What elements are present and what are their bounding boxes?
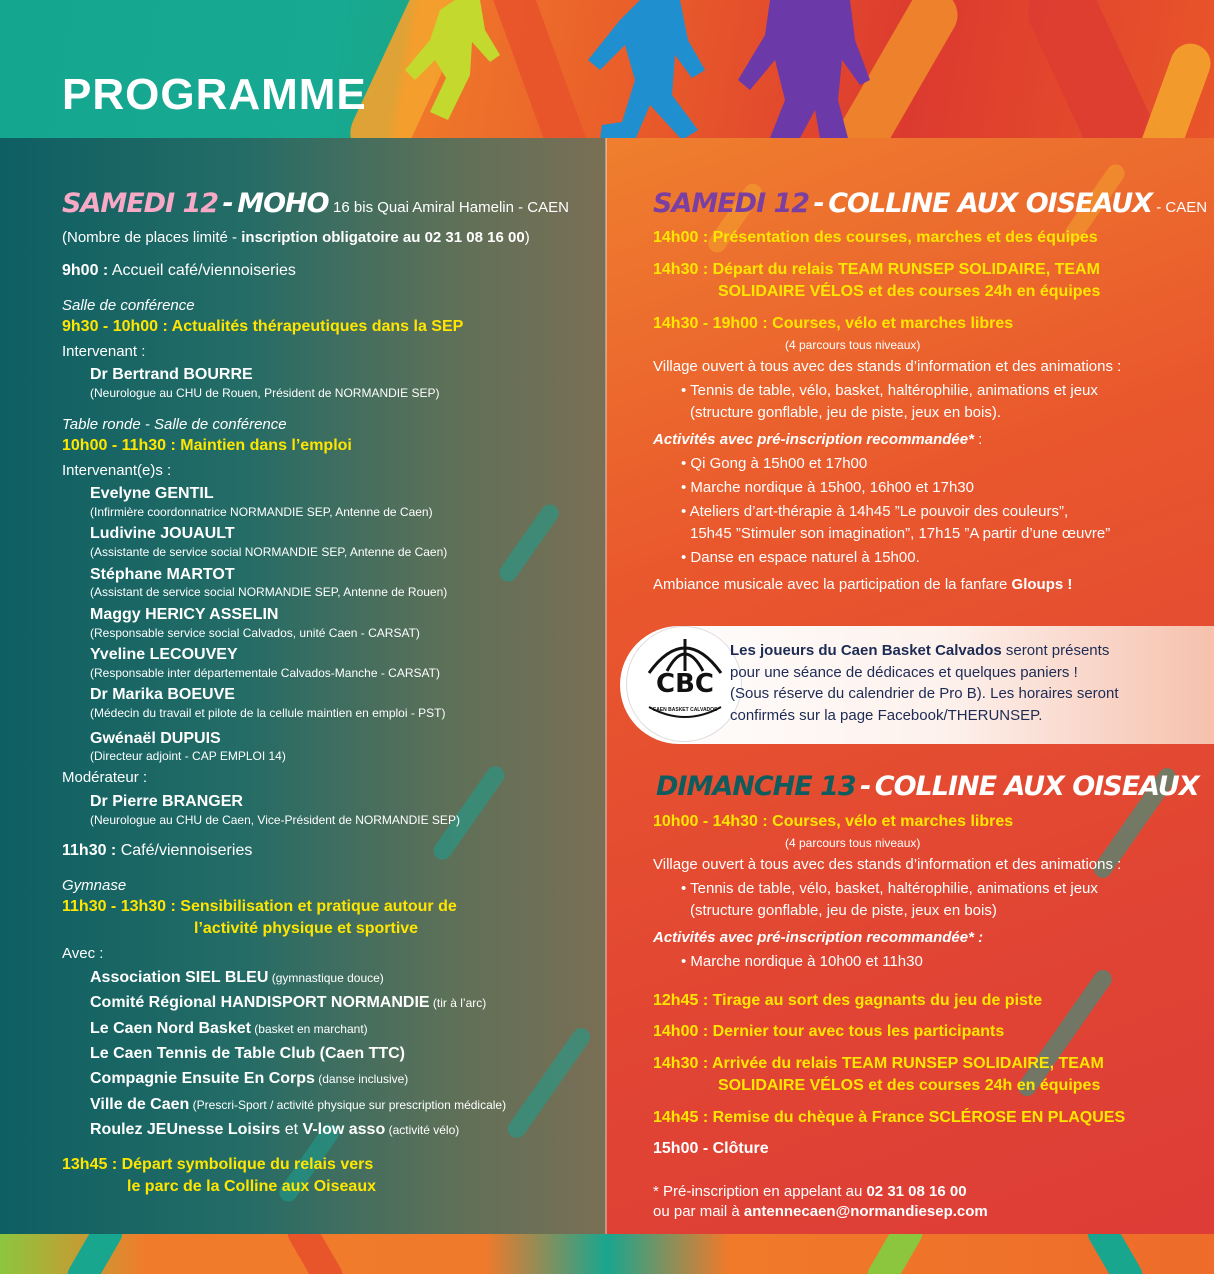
partner-note: (tir à l’arc) — [429, 996, 487, 1010]
panel-role: (Assistant de service social NORMANDIE SEP, Antenne de Rouen) — [90, 585, 448, 599]
sun-village: Village ouvert à tous avec des stands d’information et des animations : — [653, 856, 1122, 873]
moderator-role: (Neurologue au CHU de Caen, Vice-Président de NORMANDIE SEP) — [90, 813, 460, 827]
partner-name: Le Caen Tennis de Table Club (Caen TTC) — [90, 1045, 405, 1062]
partner-item — [90, 1070, 408, 1088]
paint-stroke — [1082, 1234, 1148, 1274]
coffee-time: 11h30 : — [62, 842, 117, 859]
venue-name: COLLINE AUX OISEAUX — [828, 188, 1153, 219]
column-divider — [605, 138, 607, 1234]
sat-event-3-note: (4 parcours tous niveaux) — [785, 338, 921, 352]
talk-2: 10h00 - 11h30 : Maintien dans l’emploi — [62, 437, 352, 454]
runner-silhouette-purple — [730, 0, 890, 138]
sat-event-2-line1: 14h30 : Départ du relais TEAM RUNSEP SOLIDAIRE, TEAM — [653, 261, 1100, 278]
panel-role: (Responsable inter départementale Calvados-Manche - CARSAT) — [90, 666, 440, 680]
sat-activities-label — [653, 431, 982, 449]
sun-village-bullet-line1: • Tennis de table, vélo, basket, haltérophilie, animations et jeux — [681, 880, 1098, 897]
runner-silhouette-blue — [580, 0, 720, 138]
panel-name: Evelyne GENTIL — [90, 485, 214, 502]
partner-conjunction: et — [280, 1121, 303, 1138]
cbc-line: (Sous réserve du calendrier de Pro B). Les horaires seront — [730, 685, 1119, 702]
partner-note: (activité vélo) — [385, 1123, 460, 1137]
room-label: Table ronde - Salle de conférence — [62, 416, 287, 433]
heading-dash: - — [813, 188, 824, 219]
coffee-line — [62, 842, 252, 860]
coffee-text: Café/viennoiseries — [116, 842, 253, 859]
panel-name: Ludivine JOUAULT — [90, 525, 235, 542]
room-label: Salle de conférence — [62, 297, 195, 314]
runner-silhouette-yellow — [400, 0, 510, 138]
paint-streak — [496, 501, 562, 585]
ambiance-band: Gloups ! — [1011, 576, 1073, 593]
day-label: DIMANCHE 13 — [656, 771, 856, 802]
speaker-label: Intervenant(e)s : — [62, 462, 172, 479]
paint-stroke — [62, 1234, 128, 1274]
sat-activity: • Danse en espace naturel à 15h00. — [681, 549, 920, 566]
sun-event-1: 10h00 - 14h30 : Courses, vélo et marches libres — [653, 813, 1014, 830]
partner-item — [90, 1121, 459, 1139]
partner-name: Compagnie Ensuite En Corps — [90, 1070, 315, 1087]
sat-village: Village ouvert à tous avec des stands d’information et des animations : — [653, 358, 1122, 375]
talk-3-line2: l’activité physique et sportive — [194, 920, 419, 937]
partner-item — [90, 1045, 405, 1063]
cbc-line: pour une séance de dédicaces et quelques paniers ! — [730, 663, 1078, 681]
depart-line1: 13h45 : Départ symbolique du relais vers — [62, 1156, 374, 1173]
sat-activity-cont: 15h45 ”Stimuler son imagination”, 17h15 ”A partir d’une œuvre” — [690, 525, 1111, 542]
panel-name: Dr Marika BOEUVE — [90, 686, 235, 703]
cbc-logo-text: CBC — [656, 669, 714, 699]
places-note-prefix: (Nombre de places limité - — [62, 229, 242, 246]
left-day-heading — [62, 188, 569, 219]
panel-name: Gwénaël DUPUIS — [90, 730, 221, 747]
panel-role: (Infirmière coordonnatrice NORMANDIE SEP, Antenne de Caen) — [90, 505, 433, 519]
places-note-phone: inscription obligatoire au 02 31 08 16 00 — [241, 229, 525, 246]
sat-event-1: 14h00 : Présentation des courses, marches et des équipes — [653, 229, 1098, 246]
cbc-line — [730, 640, 1119, 662]
preregistration-mail-line — [653, 1203, 988, 1220]
partner-name: Le Caen Nord Basket — [90, 1020, 251, 1037]
sun-closing: 15h00 - Clôture — [653, 1140, 769, 1157]
partner-name: V-low asso — [302, 1121, 386, 1138]
sat-ambiance — [653, 576, 1072, 593]
activities-colon: : — [978, 431, 983, 448]
activities-label: Activités avec pré-inscription recommandée* — [653, 431, 979, 448]
day-label: SAMEDI 12 — [653, 188, 810, 219]
cbc-announcement — [730, 640, 1119, 726]
partner-name: Roulez JEUnesse Loisirs — [90, 1121, 281, 1138]
partner-name: Association SIEL BLEU — [90, 969, 269, 986]
partner-item — [90, 969, 384, 987]
talk-1: 9h30 - 10h00 : Actualités thérapeutiques dans la SEP — [62, 318, 464, 335]
sun-village-bullet-line2: (structure gonflable, jeu de piste, jeux en bois) — [690, 902, 997, 919]
partner-note: (Prescri-Sport / activité physique sur prescription médicale) — [189, 1098, 507, 1112]
moderator-name: Dr Pierre BRANGER — [90, 793, 243, 810]
welcome-line — [62, 262, 296, 280]
paint-streak — [504, 1025, 593, 1142]
panel-name: Maggy HERICY ASSELIN — [90, 606, 279, 623]
places-note — [62, 229, 530, 246]
heading-dash: - — [860, 771, 871, 802]
panel-name: Yveline LECOUVEY — [90, 646, 238, 663]
page-title: PROGRAMME — [62, 70, 367, 119]
prereg-phone[interactable]: 02 31 08 16 00 — [866, 1183, 967, 1200]
partner-note: (danse inclusive) — [314, 1072, 409, 1086]
sun-event-4-line1: 14h30 : Arrivée du relais TEAM RUNSEP SOLIDAIRE, TEAM — [653, 1055, 1104, 1072]
partner-item — [90, 994, 486, 1012]
sun-activity: • Marche nordique à 10h00 et 11h30 — [681, 953, 923, 970]
partner-item — [90, 1020, 368, 1038]
sat-village-bullet-line2: (structure gonflable, jeu de piste, jeux en bois). — [690, 404, 1002, 421]
right-sat-heading — [653, 188, 1207, 219]
partner-note: (basket en marchant) — [250, 1022, 368, 1036]
sun-event-5: 14h45 : Remise du chèque à France SCLÉROSE EN PLAQUES — [653, 1109, 1126, 1126]
panel-role: (Responsable service social Calvados, unité Caen - CARSAT) — [90, 626, 420, 640]
venue-city: - CAEN — [1152, 199, 1208, 216]
sat-event-3: 14h30 - 19h00 : Courses, vélo et marches libres — [653, 315, 1014, 332]
cbc-line1-rest: seront présents — [1001, 642, 1110, 659]
room-label: Gymnase — [62, 877, 127, 894]
sat-event-2-line2: SOLIDAIRE VÉLOS et des courses 24h en équipes — [718, 283, 1101, 300]
moderator-label: Modérateur : — [62, 769, 148, 786]
day-label: SAMEDI 12 — [62, 188, 219, 219]
talk-3-line1: 11h30 - 13h30 : Sensibilisation et pratique autour de — [62, 898, 457, 915]
speaker-name: Dr Bertrand BOURRE — [90, 366, 253, 383]
places-note-suffix: ) — [524, 229, 530, 246]
prereg-text: ou par mail à — [653, 1203, 744, 1220]
panel-name: Stéphane MARTOT — [90, 566, 235, 583]
prereg-email-link[interactable]: antennecaen@normandiesep.com — [743, 1203, 988, 1220]
sat-activity: • Ateliers d’art-thérapie à 14h45 ”Le pouvoir des couleurs”, — [681, 503, 1069, 520]
partner-name: Ville de Caen — [90, 1096, 190, 1113]
paint-stroke — [862, 1234, 928, 1274]
depart-line2: le parc de la Colline aux Oiseaux — [127, 1178, 376, 1195]
sun-event-1-note: (4 parcours tous niveaux) — [785, 836, 921, 850]
panel-role: (Directeur adjoint - CAP EMPLOI 14) — [90, 749, 286, 763]
sat-activity: • Marche nordique à 15h00, 16h00 et 17h30 — [681, 479, 974, 496]
panel-role: (Assistante de service social NORMANDIE SEP, Antenne de Caen) — [90, 545, 448, 559]
venue-address: 16 bis Quai Amiral Hamelin - CAEN — [333, 199, 569, 216]
cbc-logo-subtext: CAEN BASKET CALVADOS — [652, 707, 718, 713]
sat-activity: • Qi Gong à 15h00 et 17h00 — [681, 455, 868, 472]
sat-village-bullet-line1: • Tennis de table, vélo, basket, haltérophilie, animations et jeux — [681, 382, 1098, 399]
header-banner — [0, 0, 1214, 138]
partner-item — [90, 1096, 506, 1114]
footer-band — [0, 1234, 1214, 1274]
speaker-role: (Neurologue au CHU de Rouen, Président de NORMANDIE SEP) — [90, 386, 440, 400]
sun-activities-label: Activités avec pré-inscription recommandée* : — [653, 929, 984, 946]
welcome-text: Accueil café/viennoiseries — [108, 262, 296, 279]
sun-event-4-line2: SOLIDAIRE VÉLOS et des courses 24h en équipes — [718, 1077, 1101, 1094]
welcome-time: 9h00 : — [62, 262, 109, 279]
right-sun-heading — [656, 771, 1199, 802]
cbc-logo — [626, 626, 742, 742]
heading-dash: - — [222, 188, 233, 219]
cbc-club-name: Les joueurs du Caen Basket Calvados — [730, 642, 1002, 659]
panel-role: (Médecin du travail et pilote de la cellule maintien en emploi - PST) — [90, 706, 446, 720]
venue-name: COLLINE AUX OISEAUX — [874, 771, 1199, 802]
ambiance-text: Ambiance musicale avec la participation de la fanfare — [653, 576, 1012, 593]
sun-event-3: 14h00 : Dernier tour avec tous les participants — [653, 1023, 1005, 1040]
partner-name: Comité Régional HANDISPORT NORMANDIE — [90, 994, 430, 1011]
prereg-text: * Pré-inscription en appelant au — [653, 1183, 867, 1200]
preregistration-phone-line — [653, 1183, 967, 1200]
cbc-line: confirmés sur la page Facebook/THERUNSEP. — [730, 706, 1043, 724]
with-label: Avec : — [62, 945, 104, 962]
speaker-label: Intervenant : — [62, 343, 146, 360]
partner-note: (gymnastique douce) — [268, 971, 384, 985]
venue-name: MOHO — [237, 188, 329, 219]
sun-event-2: 12h45 : Tirage au sort des gagnants du jeu de piste — [653, 992, 1043, 1009]
paint-stroke — [282, 1234, 348, 1274]
